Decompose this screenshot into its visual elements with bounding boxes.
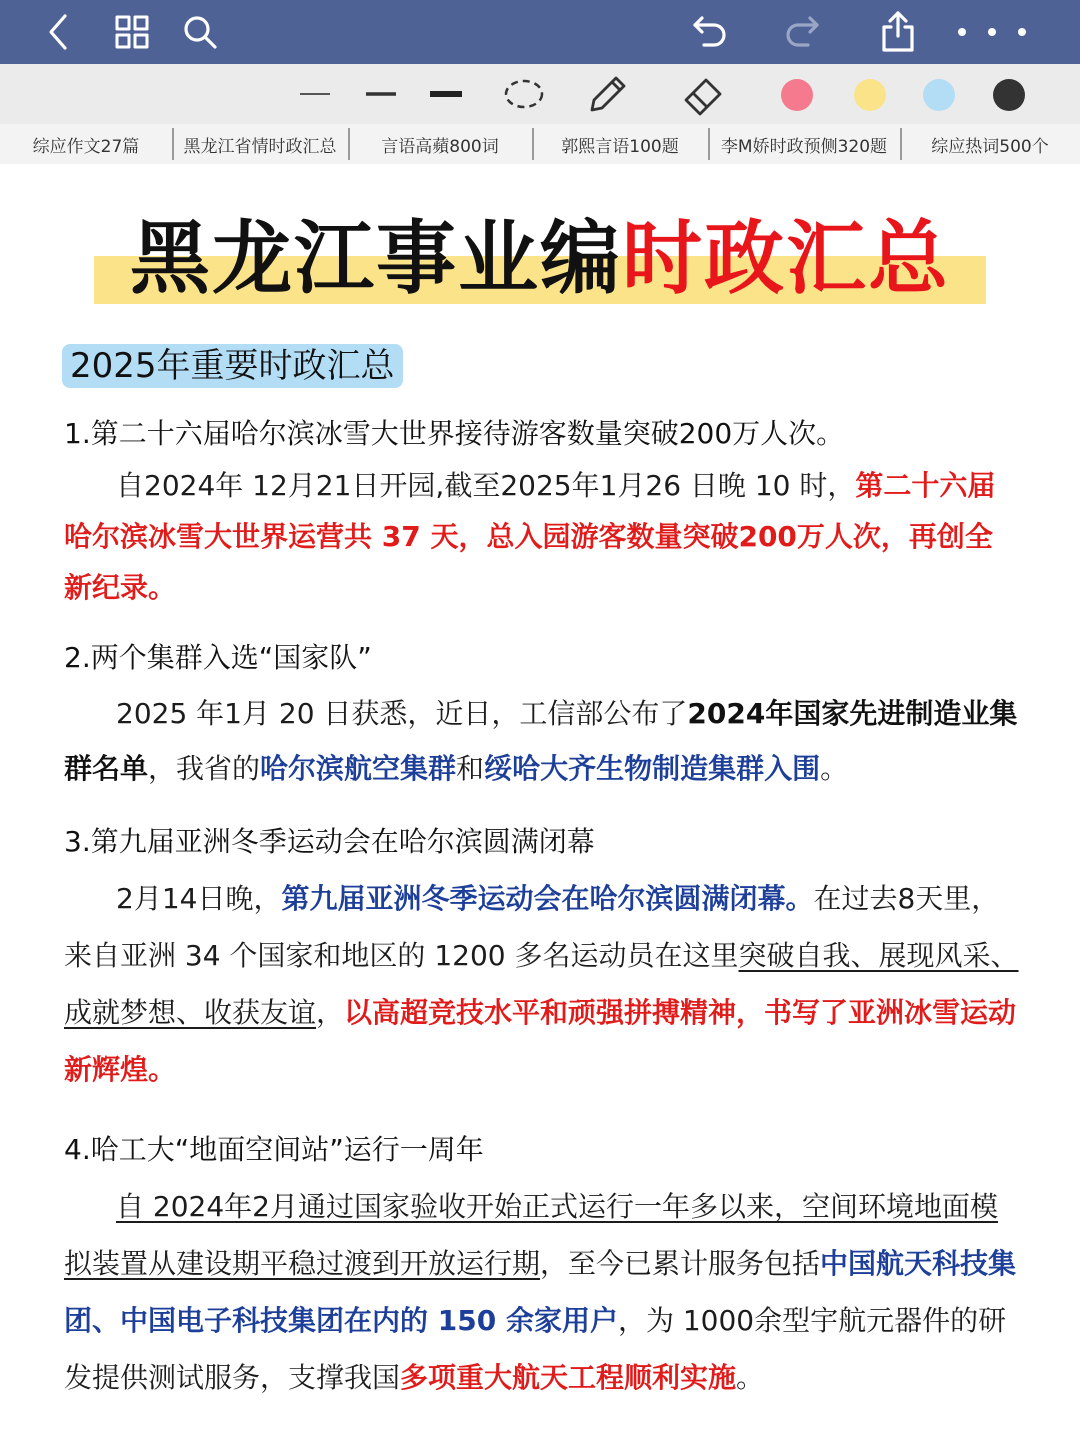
back-icon[interactable] <box>36 10 80 54</box>
lasso-icon[interactable] <box>500 72 548 116</box>
color-swatch-blue[interactable] <box>923 79 955 111</box>
item-3-title: 3.第九届亚洲冬季运动会在哈尔滨圆满闭幕 <box>64 825 595 858</box>
color-swatch-black[interactable] <box>993 79 1025 111</box>
redo-icon[interactable] <box>780 10 824 54</box>
pen-medium-icon[interactable] <box>364 72 398 116</box>
pen-thin-icon[interactable] <box>298 72 332 116</box>
share-icon[interactable] <box>876 10 920 54</box>
pen-thick-icon[interactable] <box>428 72 464 116</box>
tab-item[interactable]: 综应热词500个 <box>900 124 1080 164</box>
top-navbar <box>0 0 1080 64</box>
undo-icon[interactable] <box>688 10 732 54</box>
drawing-toolbar <box>0 64 1080 124</box>
item-4-body: 自 2024年2月通过国家验收开始正式运行一年多以来，空间环境地面模拟装置从建设期平稳过渡到开放运行期，至今已累计服务包括中国航天科技集团、中国电子科技集团在内的 150 余家用户，为 1000余型宇航元器件的研发提供测试服务，支撑我国多项重大航天工程顺利实施。 <box>64 1190 1017 1394</box>
item-2-body: 2025 年1月 20 日获悉，近日，工信部公布了2024年国家先进制造业集群名单，我省的哈尔滨航空集群和绥哈大齐生物制造集群入围。 <box>64 697 1018 785</box>
page-title <box>60 206 1020 310</box>
item-1-body: 自2024年 12月21日开园,截至2025年1月26 日晚 10 时，第二十六届哈尔滨冰雪大世界运营共 37 天，总入园游客数量突破200万人次，再创全新纪录。 <box>64 469 996 604</box>
eraser-icon[interactable] <box>680 72 728 116</box>
tab-item[interactable]: 言语高蘋800词 <box>348 124 532 164</box>
tab-item[interactable]: 郭熙言语100题 <box>532 124 708 164</box>
item-4-title: 4.哈工大“地面空间站”运行一周年 <box>64 1133 484 1166</box>
tab-item[interactable]: 综应作文27篇 <box>32 136 140 157</box>
search-icon[interactable] <box>178 10 222 54</box>
color-swatch-yellow[interactable] <box>854 79 886 111</box>
tab-item[interactable]: 黑龙江省情时政汇总 <box>172 124 348 164</box>
page-title-red: 时政汇总 <box>622 211 950 305</box>
item-3-body: 2月14日晚，第九届亚洲冬季运动会在哈尔滨圆满闭幕。在过去8天里，来自亚洲 34 个国家和地区的 1200 多名运动员在这里突破自我、展现风采、成就梦想、收获友谊，以高超竞技水平和顽强拼搏精神，书写了亚洲冰雪运动新辉煌。 <box>64 882 1019 1086</box>
pencil-icon[interactable] <box>584 72 632 116</box>
grid-icon[interactable] <box>110 10 154 54</box>
more-icon[interactable] <box>952 10 1032 54</box>
tab-item[interactable]: 李M娇时政预侧320题 <box>708 124 900 164</box>
item-1-title: 1.第二十六届哈尔滨冰雪大世界接待游客数量突破200万人次。 <box>64 417 845 450</box>
page-title-black: 黑龙江事业编 <box>130 211 622 305</box>
item-2-title: 2.两个集群入选“国家队” <box>64 641 372 674</box>
color-swatch-pink[interactable] <box>781 79 813 111</box>
document-tabs <box>0 124 1080 164</box>
section-heading: 2025年重要时政汇总 <box>62 344 403 388</box>
